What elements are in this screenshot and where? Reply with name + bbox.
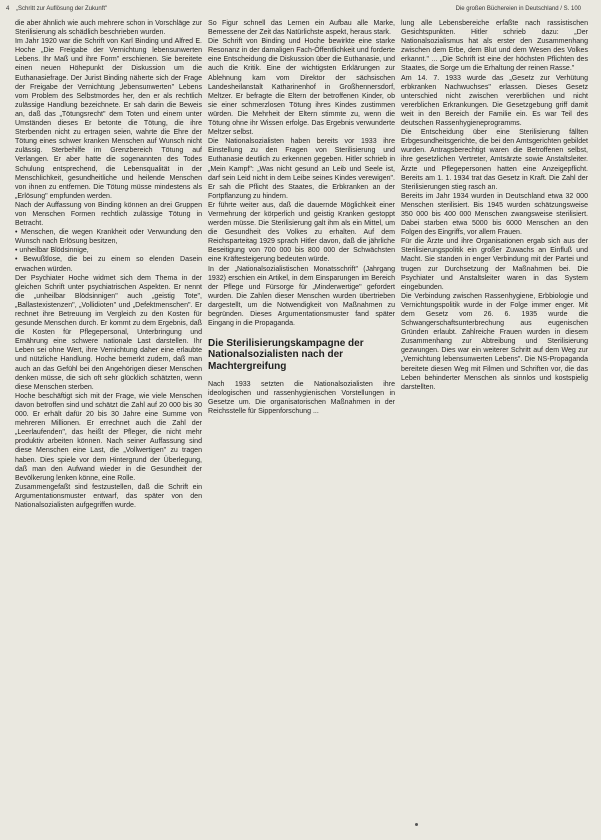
paragraph: Im Jahr 1920 war die Schrift von Karl Binding und Alfred E. Hoche „Die Freigabe der Vernichtung lebensunwerten Lebens. Ihr Maß und ihre Form" erschienen. Sie bereitete einen neuen Höhepunkt der Diskussion um die Euthanasiefrage. Der Jurist Binding näherte sich der Frage der Freigabe der Vernichtung „lebensunwerten" Lebens vom Problem des Selbstmordes her, den er als rechtlich zulässige Handlung bezeichnete. Er sah darin die Beweis an, daß das „Tötungsrecht" dem Toten und einem unter Umständen dieses Er betonte die Tötung, die ihre Sterbenden nicht zu ertragen seien, wahrte die Ehre der Tötung eines schwer kranken Menschen auf Wunsch nicht zulässig. Sterbehilfe im Grenzbereich Tötung auf Verlangen. Er aber hatte die sogenannten des Todes Schulung entsprechend, die Lebensqualität in der Menschlichkeit, gesundheitliche und heilende Menschen von ihnen zu entfernen. Die Tötung müsse mindestens als „Erlösung" empfunden werden. [15,38,202,200]
section-heading: Die Sterilisierungskampagne der Nationalsozialisten nach der Machtergreifung [208,338,364,372]
bullet-item: • unheilbar Blödsinnige, [15,247,89,255]
paragraph: Die Nationalsozialisten haben bereits vor 1933 ihre Einstellung zu den Fragen von Sterilisierung und Euthanasie deutlich zu erkennen gegeben. Hitler schrieb in „Mein Kampf": „Was nicht gesund an Leib und Seele ist, darf sein Leid nicht in dem Leibe seines Kindes verewigen". Er sah die Pflicht des Staates, die Erbkranken an der Fortpflanzung zu hindern. [208,138,395,200]
header-right-title: Die großen Büchereien in Deutschland / S. 100 [455,6,581,12]
paragraph: Nach 1933 setzten die Nationalsozialisten ihre ideologischen und rassenhygienischen Vorstellungen in Gesetze um. Die organisatorischen Maßnahmen in der Reichsstelle für Sippenforschung ... [208,380,395,416]
bullet-item: • Menschen, die wegen Krankheit oder Verwundung den Wunsch nach Erlösung besitzen, [15,229,202,246]
paragraph: Am 14. 7. 1933 wurde das „Gesetz zur Verhütung erbkranken Nachwuchses" erlassen. Dieses Gesetz unterschied nicht zwischen vererblichen und nicht vererblichen Erkrankungen. Die Gesetzgebung griff damit weit in den Bereich der Familie ein. Es war Teil des deutschen Rassenhygieneprogramms. [401,74,588,128]
paragraph: Der Psychiater Hoche widmet sich dem Thema in der gleichen Schrift unter psychiatrischen Aspekten. Er nennt die „unheilbar Blödsinnigen" auch „geistig Tote", „Ballastexistenzen", „Vollidioten" und „Defektmenschen". Er rechnet ihre Betreuung im Vergleich zu den Kosten für gesunde Menschen durch. Er kommt zu dem Ergebnis, daß die Kosten für Pflegepersonal, Unterbringung und Ernährung eine schwere nationale Last darstellen. Ihr Leben sei ohne Wert, ihre Vernichtung daher eine erlaubte und nützliche Handlung. Hoche bemerkt zudem, daß man auch an das Gefühl bei den Angehörigen dieser Menschen denken müsse, die sich oft sehr glücklich schätzten, wenn diese Menschen sterben. [15,274,202,391]
scan-mark [415,823,418,826]
text-column-1 [15,19,202,510]
page-number: 4 [6,6,10,12]
paragraph: Hoche beschäftigt sich mit der Frage, wie viele Menschen davon betroffen sind und schätzt die Zahl auf 20 000 bis 30 000. Er erhält dafür 20 bis 30 Jahre eine Summe von mehreren Millionen. Er errechnet auch die Zahl der „Leerlaufenden", das heißt der Pfleger, die nicht mehr produktiv arbeiten können. Nach seiner Auffassung sind diese Menschen eine Last, die „Vollwertigen" zu tragen haben. Dies spiele vor dem Hintergrund der Überlegung, daß man den Aufwand wieder in die Gesundheit der Bevölkerung lenken könne, eine Rolle. [15,392,202,482]
text-column-2 [208,19,395,416]
paragraph: Für die Ärzte und ihre Organisationen ergab sich aus der Sterilisierungspolitik ein großer Zuwachs an Einfluß und Macht. Sie standen in enger Verbindung mit der Partei und trugen zur Durchsetzung der Maßnahmen bei. Die Psychiater und Anstaltsleiter waren in das System eingebunden. [401,238,588,291]
paragraph: die aber ähnlich wie auch mehrere schon in Vorschläge zur Sterilisierung als schädlich beschrieben wurden. [15,20,202,37]
running-header [0,4,601,18]
paragraph: Die Schrift von Binding und Hoche bewirkte eine starke Resonanz in der damaligen Fach-Öffentlichkeit und forderte eine Entscheidung die Diskussion über die Euthanasie, und auch die Kritik. Eine der wichtigsten Erklärungen zur Ablehnung kam vom Direktor der sächsischen Landesheilanstalt Katharinenhof in Großhennersdorf, Meltzer. Er befragte die Eltern der betroffenen Kinder, ob sie einer schmerzlosen Tötung ihres Kindes zustimmen würden. Die Mehrheit der Eltern stimmte zu, wenn die Tötung ohne ihr Wissen erfolge. Das Ergebnis verwunderte Meltzer selbst. [208,38,395,137]
paragraph: Er führte weiter aus, daß die dauernde Möglichkeit einer Vermehrung der körperlich und geistig Kranken gestoppt werden müsse. Die Sterilisierung galt ihm als ein Mittel, um die Gesundheit des Volkes zu erhalten. Auf dem Reichsparteitag 1929 sprach Hitler davon, daß die jährliche Beseitigung von 700 000 bis 800 000 der Schwächsten eine Kräftesteigerung bedeuten würde. [208,201,395,264]
paragraph: Die Entscheidung über eine Sterilisierung fällten Erbgesundheitsgerichte, die bei den Amtsgerichten gebildet wurden. Antragsberechtigt waren die Betroffenen selbst, ihre gesetzlichen Vertreter, Amtsärzte sowie Anstaltsleiter. Ärzte und Pflegepersonen hatten eine Anzeigepflicht. Bereits am 1. 1. 1934 trat das Gesetz in Kraft. Die Zahl der Sterilisierungen stieg rasch an. [401,129,588,191]
paragraph: lung alle Lebensbereiche erfaßte nach rassistischen Gesichtspunkten. Hitler schrieb dazu: „Der Nationalsozialismus hat als erster den Zusammenhang zwischen dem Erbe, dem Blut und dem Wesen des Volkes erkannt." ... „Die Schrift ist eine der höchsten Pflichten des Staates, die Sorge um die Erhaltung der reinen Rasse." [401,20,588,73]
paragraph: In der „Nationalsozialistischen Monatsschrift" (Jahrgang 1932) erschien ein Artikel, in dem Einsparungen im Bereich der Pflege und Fürsorge für „Minderwertige" gefordert wurden. Die Zahlen dieser Menschen wurden übertrieben dargestellt, um die Notwendigkeit von Maßnahmen zu begründen. Dieses Argumentationsmuster fand später Eingang in die Propaganda. [208,265,395,328]
text-column-3 [401,19,588,392]
paragraph: Die Verbindung zwischen Rassenhygiene, Erbbiologie und Vernichtungspolitik wurde in der Folge immer enger. Mit dem Gesetz vom 26. 6. 1935 wurde die Schwangerschaftsunterbrechung aus eugenischen Gründen erlaubt. Zahlreiche Frauen wurden in diesem Zusammenhang zur Abtreibung und Sterilisierung gezwungen. Dies war ein weiterer Schritt auf dem Weg zur „Vernichtung lebensunwerten Lebens". Die NS-Propaganda bereitete diesen Weg mit Filmen und Schriften vor, die das Leben behinderter Menschen als sinnlos und kostspielig darstellten. [401,292,588,391]
bullet-item: • Bewußtlose, die bei zu einem so elenden Dasein erwachen würden. [15,256,202,273]
paragraph: Bereits im Jahr 1934 wurden in Deutschland etwa 32 000 Menschen sterilisiert. Bis 1945 wurden schätzungsweise 350 000 bis 400 000 Menschen zwangsweise sterilisiert. Dabei starben etwa 5000 bis 6000 Menschen an den Folgen des Eingriffs, vor allem Frauen. [401,192,588,237]
paragraph: So Figur schnell das Lernen ein Aufbau alle Marke, Bemessene der Zeit das Natürlichste aspekt, heraus stark. [208,20,395,37]
header-left-title: „Schritt zur Auflösung der Zukunft" [16,6,108,12]
paragraph: Nach der Auffassung von Binding können an drei Gruppen von Menschen Formen rechtlich zulässige Tötung in Betracht. [15,201,202,228]
paragraph: Zusammengefaßt sind festzustellen, daß die Schrift ein Argumentationsmuster entwarf, das später von den Nationalsozialisten aufgegriffen wurde. [15,483,202,509]
